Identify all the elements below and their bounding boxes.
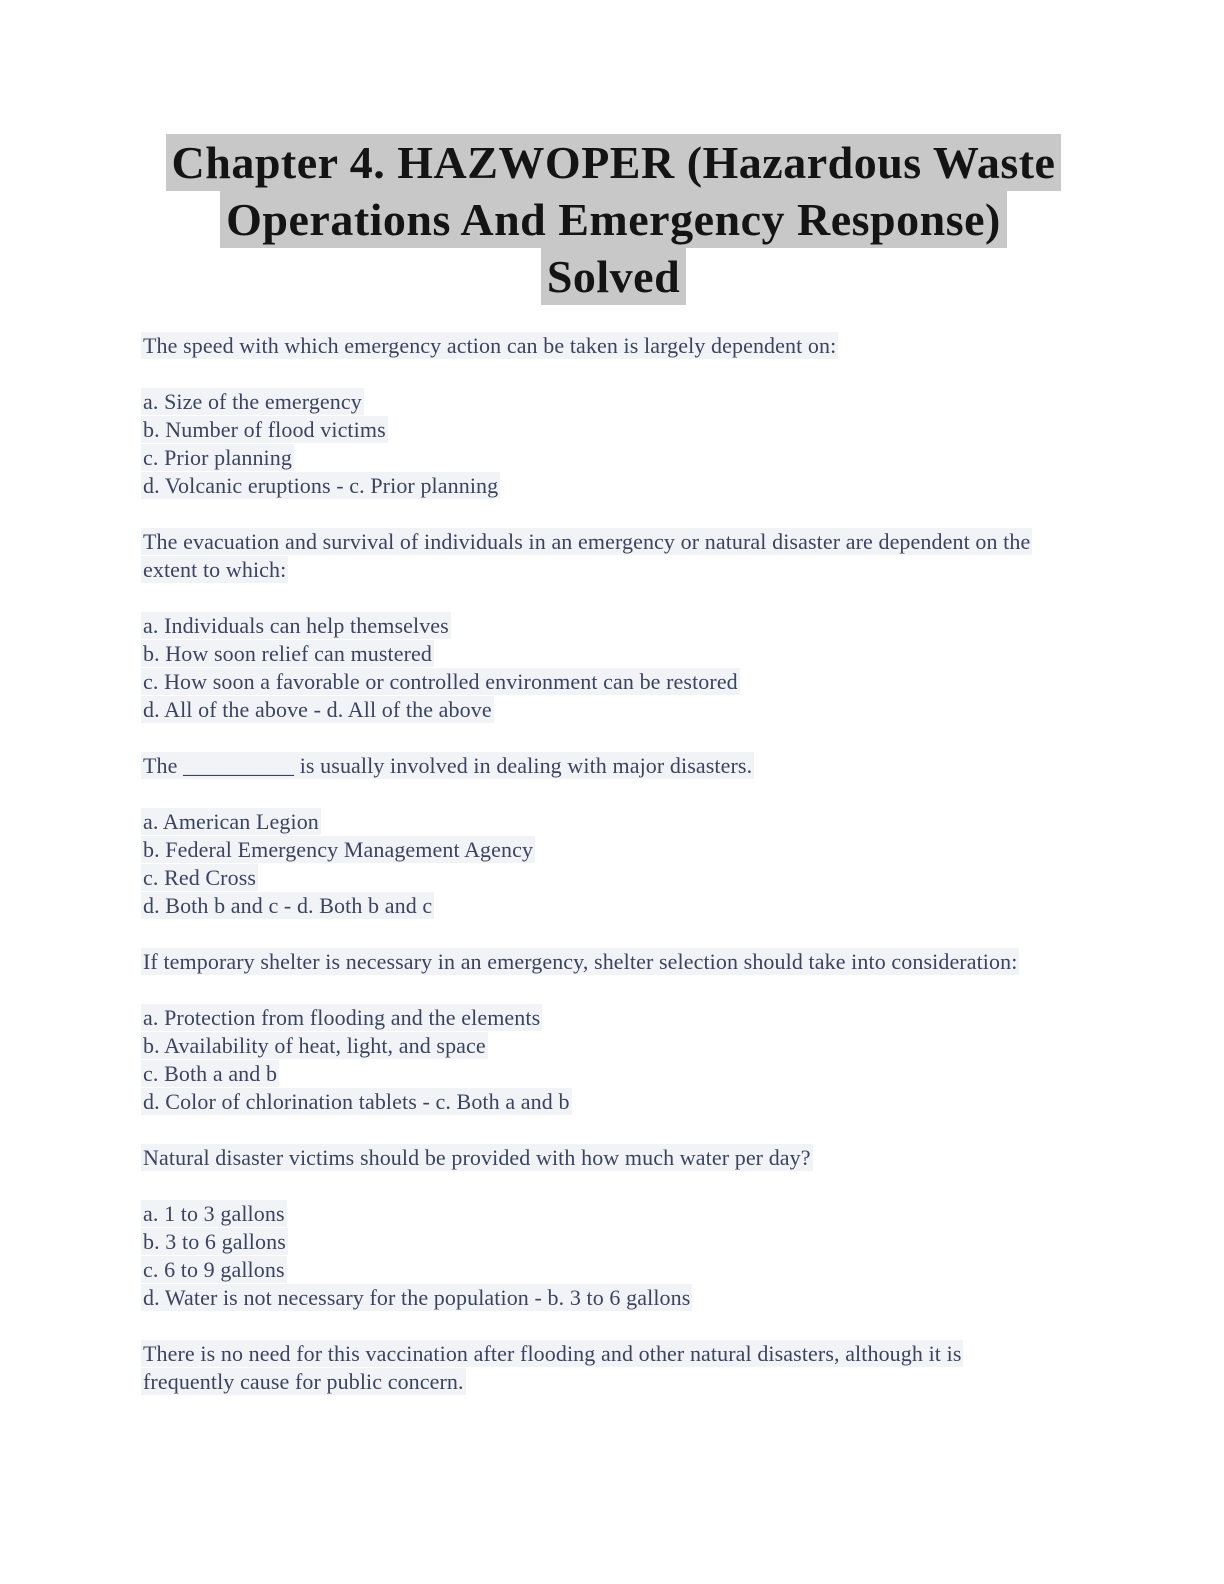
closing-paragraph [143, 1340, 1053, 1396]
question-prompt [143, 332, 1053, 360]
answer-options [143, 1200, 1053, 1312]
answer-option-c [143, 1256, 1053, 1284]
answer-option-text: c. Prior planning [143, 445, 292, 470]
answer-option-text: b. How soon relief can mustered [143, 641, 433, 666]
page-title-line-3 [143, 248, 1084, 305]
answer-option-text: c. Red Cross [143, 865, 257, 890]
question-block-1 [143, 332, 1053, 500]
answer-option-text: d. Color of chlorination tablets - c. Both a and b [143, 1089, 570, 1114]
question-prompt-text: The evacuation and survival of individuals in an emergency or natural disaster are dependent on the extent to which: [143, 529, 1031, 582]
question-block-4 [143, 948, 1053, 1116]
answer-option-a [143, 612, 1053, 640]
answer-option-text: a. American Legion [143, 809, 319, 834]
answer-option-d [143, 1088, 1053, 1116]
answer-option-b [143, 836, 1053, 864]
answer-option-c [143, 668, 1053, 696]
answer-option-b [143, 1228, 1053, 1256]
answer-option-text: a. 1 to 3 gallons [143, 1201, 285, 1226]
answer-option-a [143, 1004, 1053, 1032]
answer-option-b [143, 1032, 1053, 1060]
answer-option-text: d. Volcanic eruptions - c. Prior planning [143, 473, 499, 498]
question-prompt-text: The speed with which emergency action can be taken is largely dependent on: [143, 333, 837, 358]
question-block-3 [143, 752, 1053, 920]
answer-options [143, 1004, 1053, 1116]
answer-option-text: a. Size of the emergency [143, 389, 362, 414]
answer-option-a [143, 388, 1053, 416]
question-prompt [143, 948, 1053, 976]
answer-option-a [143, 1200, 1053, 1228]
page-title-text: Solved [541, 248, 686, 305]
question-prompt-text: If temporary shelter is necessary in an emergency, shelter selection should take into consideration: [143, 949, 1018, 974]
answer-option-b [143, 640, 1053, 668]
answer-option-text: d. Water is not necessary for the population - b. 3 to 6 gallons [143, 1285, 691, 1310]
answer-option-text: c. 6 to 9 gallons [143, 1257, 285, 1282]
answer-options [143, 612, 1053, 724]
answer-option-text: b. 3 to 6 gallons [143, 1229, 286, 1254]
question-prompt-text: The __________ is usually involved in dealing with major disasters. [143, 753, 753, 778]
page-title-line-1 [143, 134, 1084, 191]
answer-option-c [143, 444, 1053, 472]
page-title-text: Operations And Emergency Response) [220, 191, 1007, 248]
answer-option-text: d. Both b and c - d. Both b and c [143, 893, 433, 918]
question-prompt [143, 752, 1053, 780]
closing-paragraph-text: There is no need for this vaccination after flooding and other natural disasters, although it is frequently cause for public concern. [143, 1341, 962, 1394]
answer-option-text: b. Number of flood victims [143, 417, 386, 442]
page-title [143, 134, 1084, 305]
question-prompt [143, 1144, 1053, 1172]
answer-option-text: b. Availability of heat, light, and space [143, 1033, 486, 1058]
answer-option-d [143, 1284, 1053, 1312]
answer-option-d [143, 472, 1053, 500]
question-block-5 [143, 1144, 1053, 1312]
page-title-line-2 [143, 191, 1084, 248]
answer-option-text: d. All of the above - d. All of the above [143, 697, 492, 722]
question-prompt [143, 528, 1053, 584]
answer-option-text: a. Protection from flooding and the elements [143, 1005, 541, 1030]
answer-options [143, 388, 1053, 500]
document-body [143, 332, 1053, 1396]
answer-option-text: a. Individuals can help themselves [143, 613, 449, 638]
answer-option-d [143, 892, 1053, 920]
answer-option-a [143, 808, 1053, 836]
answer-option-b [143, 416, 1053, 444]
answer-options [143, 808, 1053, 920]
question-prompt-text: Natural disaster victims should be provided with how much water per day? [143, 1145, 811, 1170]
answer-option-text: c. Both a and b [143, 1061, 278, 1086]
answer-option-text: c. How soon a favorable or controlled environment can be restored [143, 669, 738, 694]
answer-option-c [143, 864, 1053, 892]
answer-option-text: b. Federal Emergency Management Agency [143, 837, 534, 862]
question-block-2 [143, 528, 1053, 724]
answer-option-d [143, 696, 1053, 724]
answer-option-c [143, 1060, 1053, 1088]
page-title-text: Chapter 4. HAZWOPER (Hazardous Waste [166, 134, 1062, 191]
